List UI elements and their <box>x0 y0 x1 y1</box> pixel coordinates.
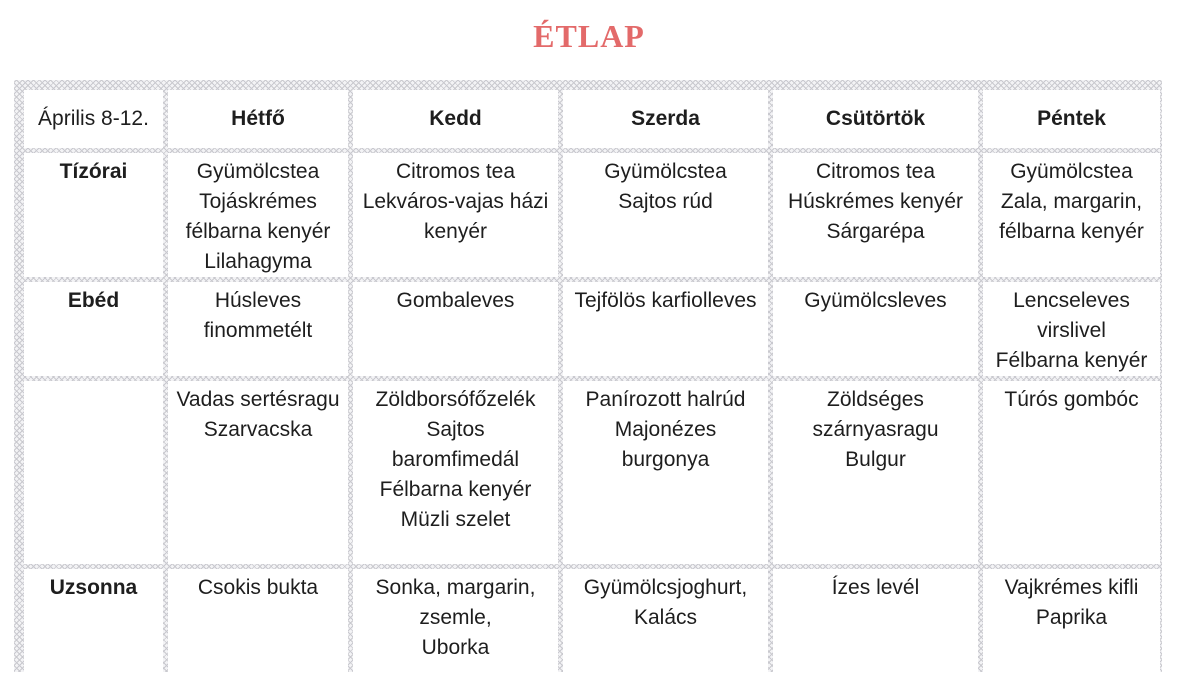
menu-item: Uborka <box>421 636 490 659</box>
menu-cell-thursday <box>773 381 978 564</box>
day-header-thursday: Csütörtök <box>773 90 978 148</box>
menu-cell-tuesday <box>353 569 558 673</box>
menu-item: Gombaleves <box>396 289 515 312</box>
menu-item: Csokis bukta <box>197 576 319 599</box>
menu-item: Tejfölös karfiolleves <box>574 289 757 312</box>
day-header-wednesday: Szerda <box>563 90 768 148</box>
menu-item: Lencseleves <box>1013 289 1130 312</box>
menu-cell-thursday <box>773 282 978 376</box>
menu-cell-friday <box>983 381 1160 564</box>
day-header-tuesday: Kedd <box>353 90 558 148</box>
menu-cell-friday <box>983 282 1160 376</box>
header-row <box>24 90 1160 148</box>
menu-cell-wednesday <box>563 282 768 376</box>
menu-item: Sárgarépa <box>826 220 925 243</box>
menu-item: Zala, margarin, <box>1000 190 1143 213</box>
meal-label: Ebéd <box>24 282 163 376</box>
row-ebed <box>24 282 1160 376</box>
menu-item: Paprika <box>1035 606 1108 629</box>
menu-item: Sajtos rúd <box>618 190 713 213</box>
menu-item: Túrós gombóc <box>1004 388 1139 411</box>
menu-item: Vajkrémes kifli <box>1004 576 1139 599</box>
menu-item: Gyümölcstea <box>1010 160 1133 183</box>
menu-item: Húsleves <box>214 289 302 312</box>
menu-item: baromfimedál <box>391 448 520 471</box>
menu-item: Ízes levél <box>831 576 920 599</box>
menu-item: Húskrémes kenyér <box>787 190 964 213</box>
menu-item: burgonya <box>621 448 710 471</box>
menu-cell-monday <box>168 381 348 564</box>
menu-item: kenyér <box>423 220 488 243</box>
menu-table <box>19 85 1165 678</box>
menu-item: Lekváros-vajas házi <box>362 190 549 213</box>
menu-cell-friday <box>983 153 1160 277</box>
menu-item: Tojáskrémes <box>199 190 317 213</box>
menu-cell-monday <box>168 282 348 376</box>
meal-label: Tízórai <box>24 153 163 277</box>
menu-cell-tuesday <box>353 381 558 564</box>
menu-item: Lilahagyma <box>204 250 312 273</box>
menu-cell-monday <box>168 153 348 277</box>
menu-item: Majonézes <box>614 418 717 441</box>
menu-item: szárnyasragu <box>812 418 939 441</box>
menu-item: Gyümölcsleves <box>804 289 947 312</box>
menu-item: Gyümölcstea <box>604 160 727 183</box>
menu-table-frame <box>14 80 1162 672</box>
menu-item: virslivel <box>1037 319 1106 342</box>
meal-label: Uzsonna <box>24 569 163 673</box>
menu-cell-wednesday <box>563 381 768 564</box>
page-title: ÉTLAP <box>533 18 645 54</box>
menu-item: Sonka, margarin, <box>375 576 536 599</box>
menu-cell-monday <box>168 569 348 673</box>
day-header-friday: Péntek <box>983 90 1160 148</box>
menu-item: Zöldséges <box>827 388 924 411</box>
menu-item: Félbarna kenyér <box>995 349 1148 372</box>
row-ebed-main <box>24 381 1160 564</box>
menu-item: Panírozott halrúd <box>585 388 746 411</box>
row-tizorai <box>24 153 1160 277</box>
menu-item: félbarna kenyér <box>999 220 1144 243</box>
menu-item: finommetélt <box>203 319 313 342</box>
meal-label <box>24 381 163 564</box>
menu-item: Citromos tea <box>395 160 516 183</box>
menu-item: Sajtos <box>426 418 485 441</box>
menu-item: Citromos tea <box>815 160 936 183</box>
menu-item: Vadas sertésragu <box>176 388 340 411</box>
menu-cell-friday <box>983 569 1160 673</box>
menu-item: Szarvacska <box>203 418 313 441</box>
menu-cell-wednesday <box>563 153 768 277</box>
date-range: Április 8-12. <box>24 90 163 148</box>
menu-item: Gyümölcstea <box>196 160 320 183</box>
row-uzsonna <box>24 569 1160 673</box>
menu-item: zsemle, <box>419 606 492 629</box>
menu-cell-thursday <box>773 569 978 673</box>
menu-item: Zöldborsófőzelék <box>375 388 536 411</box>
menu-cell-wednesday <box>563 569 768 673</box>
menu-item: Gyümölcsjoghurt, <box>583 576 748 599</box>
menu-cell-thursday <box>773 153 978 277</box>
menu-cell-tuesday <box>353 153 558 277</box>
menu-cell-tuesday <box>353 282 558 376</box>
day-header-monday: Hétfő <box>168 90 348 148</box>
menu-item: Bulgur <box>845 448 906 471</box>
menu-item: Kalács <box>633 606 698 629</box>
menu-item: félbarna kenyér <box>185 220 331 243</box>
menu-item: Müzli szelet <box>400 508 511 531</box>
menu-item: Félbarna kenyér <box>379 478 532 501</box>
